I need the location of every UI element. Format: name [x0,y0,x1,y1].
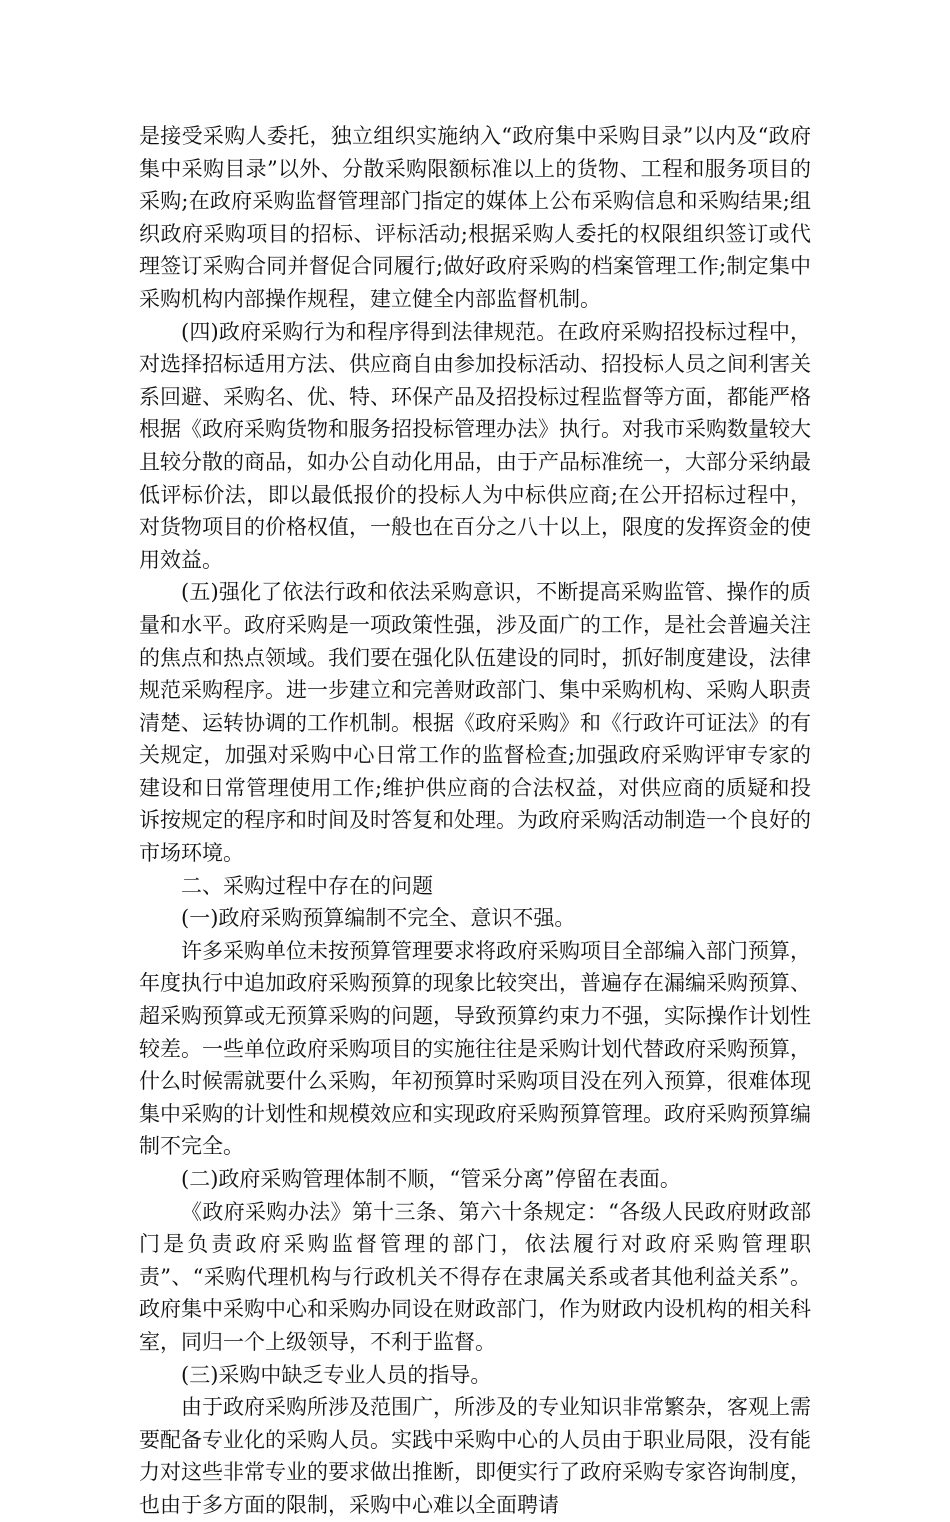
subheading-2: (二)政府采购管理体制不顺，“管采分离”停留在表面。 [181,1167,681,1191]
subheading-3: (三)采购中缺乏专业人员的指导。 [181,1362,492,1387]
subheading-1: (一)政府采购预算编制不完全、意识不强。 [181,906,576,931]
section-heading-2: 二、采购过程中存在的问题 [181,873,433,898]
paragraph-5: 《政府采购办法》第十三条、第六十条规定：“各级人民政府财政部门是负责政府采购监督管理的部门，依法履行对政府采购管理职责”、“采购代理机构与行政机关不得存在隶属关系或者其他利益关系”。政府集中采购中心和采购办同设在财政部门，作为财政内设机构的相关科室，同归一个上级领导，不利于监督。 [139,1199,811,1354]
paragraph-1: 是接受采购人委托，独立组织实施纳入“政府集中采购目录”以内及“政府集中采购目录”以外、分散采购限额标准以上的货物、工程和服务项目的采购;在政府采购监督管理部门指定的媒体上公布采购信息和采购结果;组织政府采购项目的招标、评标活动;根据采购人委托的权限组织签订或代理签订采购合同并督促合同履行;做好政府采购的档案管理工作;制定集中采购机构内部操作规程，建立健全内部监督机制。 [139,124,811,311]
paragraph-6: 由于政府采购所涉及范围广，所涉及的专业知识非常繁杂，客观上需要配备专业化的采购人员。实践中采购中心的人员由于职业局限，没有能力对这些非常专业的要求做出推断，即便实行了政府采购专家咨询制度，也由于多方面的限制，采购中心难以全面聘请 [139,1395,811,1517]
paragraph-2: (四)政府采购行为和程序得到法律规范。在政府采购招投标过程中，对选择招标适用方法、供应商自由参加投标活动、招投标人员之间利害关系回避、采购名、优、特、环保产品及招投标过程监督等方面，都能严格根据《政府采购货物和服务招投标管理办法》执行。对我市采购数量较大且较分散的商品，如办公自动化用品，由于产品标准统一，大部分采纳最低评标价法，即以最低报价的投标人为中标供应商;在公开招标过程中，对货物项目的价格权值，一般也在百分之八十以上，限度的发挥资金的使用效益。 [139,319,811,572]
paragraph-3: (五)强化了依法行政和依法采购意识，不断提高采购监管、操作的质量和水平。政府采购是一项政策性强，涉及面广的工作，是社会普遍关注的焦点和热点领域。我们要在强化队伍建设的同时，抓好制度建设，法律规范采购程序。进一步建立和完善财政部门、集中采购机构、采购人职责清楚、运转协调的工作机制。根据《政府采购》和《行政许可证法》的有关规定，加强对采购中心日常工作的监督检查;加强政府采购评审专家的建设和日常管理使用工作;维护供应商的合法权益，对供应商的质疑和投诉按规定的程序和时间及时答复和处理。为政府采购活动制造一个良好的市场环境。 [139,580,811,866]
document-body [139,120,811,1522]
paragraph-4: 许多采购单位未按预算管理要求将政府采购项目全部编入部门预算，年度执行中追加政府采购预算的现象比较突出，普遍存在漏编采购预算、超采购预算或无预算采购的问题，导致预算约束力不强，实际操作计划性较差。一些单位政府采购项目的实施往往是采购计划代替政府采购预算，什么时候需就要什么采购，年初预算时采购项目没在列入预算，很难体现集中采购的计划性和规模效应和实现政府采购预算管理。政府采购预算编制不完全。 [139,938,811,1159]
